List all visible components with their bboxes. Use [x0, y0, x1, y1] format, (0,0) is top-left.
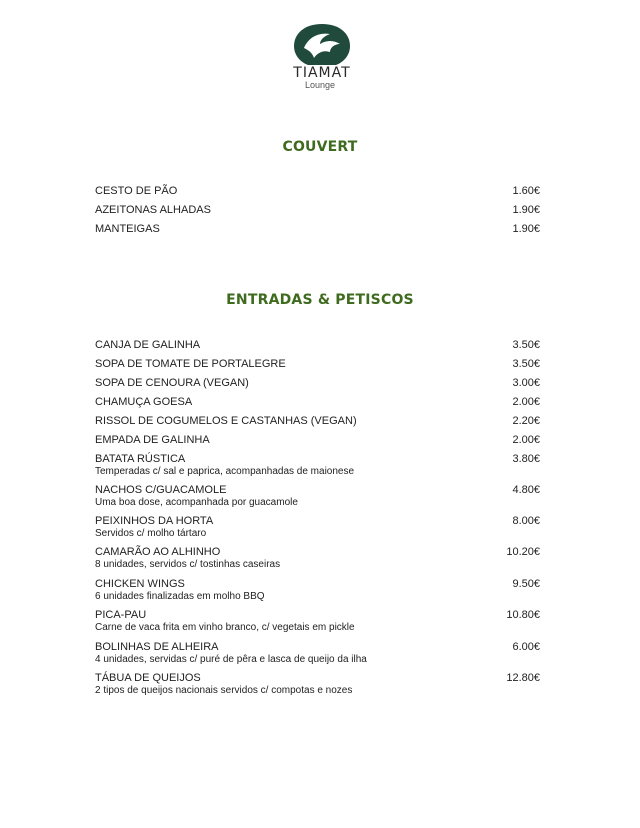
list-item	[95, 358, 540, 377]
item-name: PICA-PAU	[95, 609, 147, 621]
list-item	[95, 377, 540, 396]
item-price: 2.00€	[512, 434, 540, 446]
item-name: AZEITONAS ALHADAS	[95, 204, 211, 216]
list-item	[95, 223, 540, 242]
item-name-block	[95, 578, 265, 603]
section-title-couvert: COUVERT	[282, 139, 358, 155]
item-price: 1.90€	[512, 223, 540, 235]
item-price: 9.50€	[512, 578, 540, 590]
item-description: Servidos c/ molho tártaro	[95, 528, 207, 539]
item-name-block	[95, 672, 352, 697]
item-price: 4.80€	[512, 484, 540, 496]
list-item	[95, 578, 540, 609]
list-item	[95, 185, 540, 204]
item-name: CHAMUÇA GOESA	[95, 396, 193, 408]
item-name: BATATA RÚSTICA	[95, 453, 186, 465]
item-name: NACHOS C/GUACAMOLE	[95, 484, 227, 496]
item-name-block	[95, 609, 355, 634]
list-item	[95, 515, 540, 546]
list-item	[95, 339, 540, 358]
item-price: 6.00€	[512, 641, 540, 653]
item-price: 3.00€	[512, 377, 540, 389]
item-price: 2.00€	[512, 396, 540, 408]
list-item	[95, 453, 540, 484]
entradas-list	[95, 339, 540, 703]
item-name: CAMARÃO AO ALHINHO	[95, 546, 221, 558]
list-item	[95, 484, 540, 515]
item-price: 10.20€	[506, 546, 540, 558]
item-price: 10.80€	[506, 609, 540, 621]
brand-logo	[282, 22, 362, 92]
list-item	[95, 609, 540, 641]
item-description: 2 tipos de queijos nacionais servidos c/ compotas e nozes	[95, 685, 353, 696]
item-name: CESTO DE PÃO	[95, 185, 178, 197]
item-name-block	[95, 484, 298, 509]
item-name: SOPA DE CENOURA (VEGAN)	[95, 377, 249, 389]
brand-wordmark: TIAMAT	[293, 65, 351, 81]
item-name: EMPADA DE GALINHA	[95, 434, 210, 446]
item-name: CANJA DE GALINHA	[95, 339, 201, 351]
item-description: Uma boa dose, acompanhada por guacamole	[95, 497, 298, 508]
item-name-block	[95, 641, 367, 666]
item-price: 8.00€	[512, 515, 540, 527]
item-description: 6 unidades finalizadas em molho BBQ	[95, 591, 265, 602]
item-price: 3.50€	[512, 358, 540, 370]
section-title-entradas: ENTRADAS & PETISCOS	[226, 292, 414, 308]
item-price: 2.20€	[512, 415, 540, 427]
item-price: 3.80€	[512, 453, 540, 465]
list-item	[95, 434, 540, 453]
item-name-block	[95, 546, 280, 571]
item-name: RISSOL DE COGUMELOS E CASTANHAS (VEGAN)	[95, 415, 357, 427]
item-description: 4 unidades, servidas c/ puré de pêra e lasca de queijo da ilha	[95, 654, 367, 665]
couvert-list	[95, 185, 540, 242]
item-description: Carne de vaca frita em vinho branco, c/ vegetais em pickle	[95, 622, 355, 633]
item-price: 12.80€	[506, 672, 540, 684]
item-name: BOLINHAS DE ALHEIRA	[95, 641, 219, 653]
item-name: TÁBUA DE QUEIJOS	[95, 672, 201, 684]
list-item	[95, 546, 540, 578]
dragon-logo-icon	[290, 22, 354, 66]
item-name: CHICKEN WINGS	[95, 578, 185, 590]
item-name-block	[95, 453, 354, 478]
list-item	[95, 415, 540, 434]
item-name: MANTEIGAS	[95, 223, 160, 235]
brand-subtitle: Lounge	[304, 80, 336, 90]
item-description: Temperadas c/ sal e paprica, acompanhadas de maionese	[95, 466, 355, 477]
list-item	[95, 641, 540, 672]
item-name: PEIXINHOS DA HORTA	[95, 515, 214, 527]
item-description: 8 unidades, servidos c/ tostinhas caseiras	[95, 559, 281, 570]
item-price: 3.50€	[512, 339, 540, 351]
item-name: SOPA DE TOMATE DE PORTALEGRE	[95, 358, 286, 370]
list-item	[95, 396, 540, 415]
item-price: 1.90€	[512, 204, 540, 216]
item-price: 1.60€	[512, 185, 540, 197]
list-item	[95, 204, 540, 223]
item-name-block	[95, 515, 213, 540]
list-item	[95, 672, 540, 703]
